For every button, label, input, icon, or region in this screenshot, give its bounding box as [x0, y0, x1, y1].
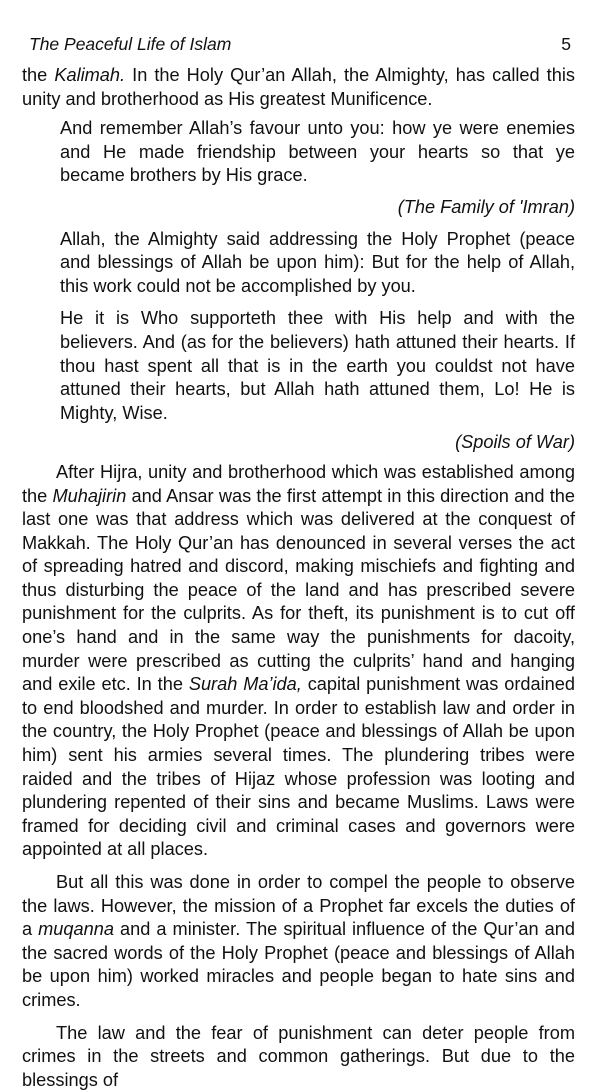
paragraph-hijra — [22, 461, 575, 862]
italic-term-kalimah: Kalimah. — [54, 65, 126, 85]
paragraph-continued — [22, 64, 575, 111]
text-run: In the Holy Qur’an Allah, the Almighty, has called this unity and brotherhood as His greatest Munificence. — [22, 65, 575, 109]
page-number: 5 — [561, 34, 571, 54]
quote-block-1: And remember Allah’s favour unto you: how ye were enemies and He made friendship between your hearts so that ye became brothers by His grace. — [60, 118, 575, 186]
text-run: But all this was done in order to compel the people to observe the laws. However, the mission of a Prophet far excels the duties of a — [22, 872, 575, 940]
text-run: After Hijra, unity and brotherhood which was established among the — [22, 461, 575, 506]
text-run: and a minister. The spiritual influence of the Qur’an and the sacred words of the Holy Prophet (peace and blessings of Allah be upon him) worked miracles and people began to hate sins and crimes. — [22, 919, 575, 1010]
page-body — [22, 64, 575, 1092]
text-run: the — [22, 65, 55, 85]
text-run: capital punishment was ordained to end bloodshed and murder. In order to establish law and order in the country, the Holy Prophet (peace and blessings of Allah be upon him) sent his armies several times. The plundering tribes were raided and the tribes of Hijaz whose profession was looting and plundering repented of their sins and became Muslims. Laws were framed for deciding civil and criminal cases and governors were appointed at all places. — [22, 674, 576, 860]
paragraph-mission — [22, 871, 575, 1013]
italic-term-muhajirin: Muhajirin — [52, 485, 127, 506]
paragraph-law: The law and the fear of punishment can deter people from crimes in the streets and common gatherings. But due to the blessings of — [22, 1022, 575, 1090]
quote-attribution-1: (The Family of 'Imran) — [397, 196, 575, 217]
text-run: and Ansar was the first attempt in this direction and the last one was that address which was delivered at the conquest of Makkah. The Holy Qur’an has denounced in several verses the act of spreading hatred and discord, making mischiefs and fighting and thus disturbing the peace of the land and has prescribed severe punishment for the culprits. As for theft, its punishment is to cut off one’s hand and in the same way the punishments for dacoity, murder were prescribed as cutting the culprits’ hand and hanging and exile etc. In the — [22, 485, 575, 695]
quote-block-3: He it is Who supporteth thee with His help and with the believers. And (as for the believers) hath attuned their hearts. If thou hast spent all that is in the earth you couldst not have attuned their hearts, but Allah hath attuned them, Lo! He is Mighty, Wise. — [60, 308, 575, 423]
running-title: The Peaceful Life of Islam — [29, 34, 232, 54]
italic-term-surah: Surah Ma’ida, — [188, 674, 302, 695]
italic-term-muqanna: muqanna — [38, 919, 114, 940]
quote-attribution-2: (Spoils of War) — [455, 432, 575, 453]
quote-block-2: Allah, the Almighty said addressing the Holy Prophet (peace and blessings of Allah be upon him): But for the help of Allah, this work could not be accomplished by you. — [60, 228, 575, 296]
running-header — [29, 34, 571, 58]
